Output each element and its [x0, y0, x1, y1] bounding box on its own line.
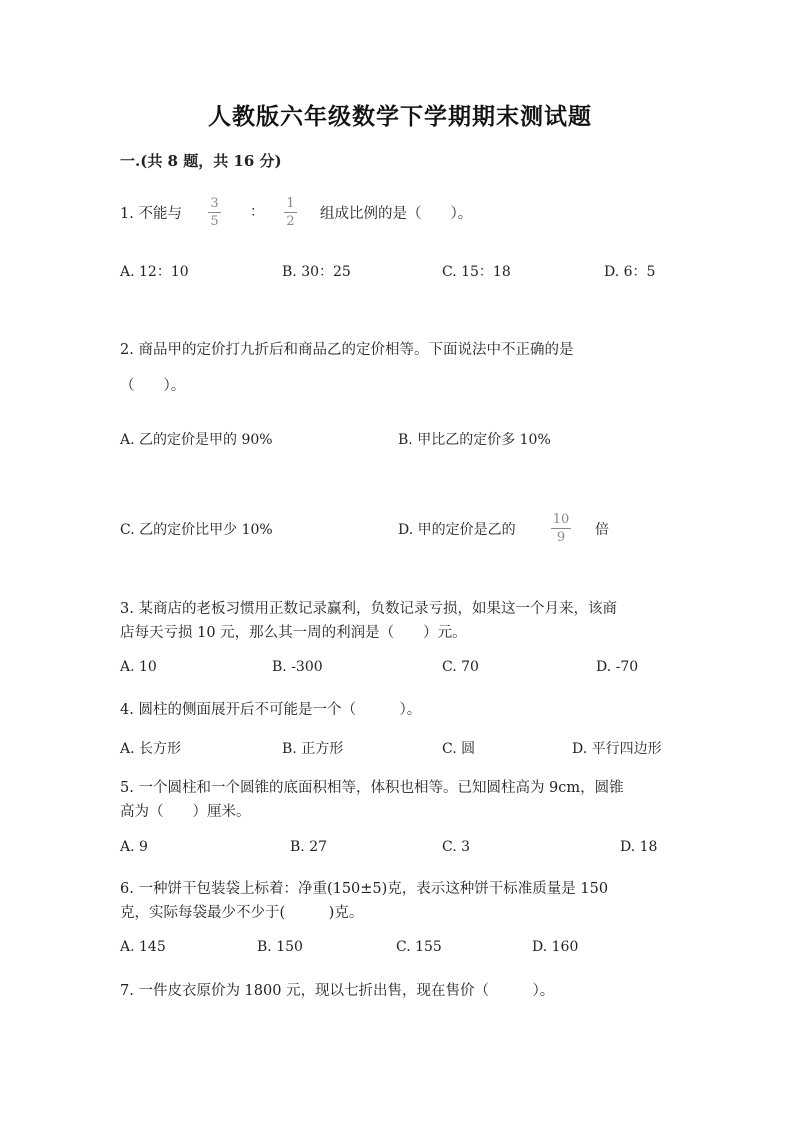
fraction-bar — [208, 212, 221, 213]
fraction-bar — [551, 528, 571, 529]
question-7-line-1: 7. 一件皮衣原价为 1800 元，现以七折出售，现在售价（ ）。 — [120, 983, 555, 999]
question-3-option-c: C. 70 — [442, 659, 479, 675]
question-5-line-1: 5. 一个圆柱和一个圆锥的底面积相等，体积也相等。已知圆柱高为 9cm，圆锥 — [120, 780, 624, 796]
page-title: 人教版六年级数学下学期期末测试题 — [208, 103, 592, 130]
section-heading: 一.(共 8 题，共 16 分) — [120, 152, 282, 170]
question-6-option-c: C. 155 — [396, 939, 442, 955]
question-2-option-d-suffix: 倍 — [595, 522, 609, 538]
question-5-option-d: D. 18 — [620, 839, 658, 855]
question-5-option-b: B. 27 — [290, 839, 328, 855]
fraction-numerator: 3 — [210, 196, 219, 211]
question-6-line-1: 6. 一种饼干包装袋上标着：净重(150±5)克，表示这种饼干标准质量是 150 — [120, 881, 609, 897]
fraction-denominator: 2 — [286, 214, 295, 229]
question-6-option-b: B. 150 — [257, 939, 303, 955]
question-2-option-b: B. 甲比乙的定价多 10% — [398, 432, 551, 448]
question-1-suffix: 组成比例的是（ ）。 — [320, 206, 473, 222]
question-4-option-d: D. 平行四边形 — [572, 741, 662, 757]
question-2-line-1: 2. 商品甲的定价打九折后和商品乙的定价相等。下面说法中不正确的是 — [120, 342, 574, 358]
question-5-line-2: 高为（ ）厘米。 — [120, 804, 251, 820]
fraction-denominator: 9 — [556, 530, 566, 545]
question-5-option-c: C. 3 — [442, 839, 471, 855]
question-5-option-a: A. 9 — [120, 839, 148, 855]
question-3-option-d: D. -70 — [596, 659, 639, 675]
question-1-option-d: D. 6：5 — [604, 264, 656, 280]
question-3-option-a: A. 10 — [120, 659, 157, 675]
question-4-option-b: B. 正方形 — [282, 741, 344, 757]
question-3-line-1: 3. 某商店的老板习惯用正数记录赢利，负数记录亏损，如果这一个月来，该商 — [120, 601, 617, 617]
question-1-prefix: 1. 不能与 — [120, 206, 182, 222]
question-1-fraction-1 — [208, 196, 221, 229]
question-2-option-a: A. 乙的定价是甲的 90% — [120, 432, 273, 448]
question-4-line-1: 4. 圆柱的侧面展开后不可能是一个（ ）。 — [120, 702, 422, 718]
question-2-option-d-prefix: D. 甲的定价是乙的 — [398, 522, 516, 538]
question-3-option-b: B. -300 — [272, 659, 323, 675]
fraction-denominator: 5 — [210, 214, 219, 229]
question-4-option-c: C. 圆 — [442, 741, 476, 757]
question-1-option-b: B. 30：25 — [282, 264, 351, 280]
question-2-option-c: C. 乙的定价比甲少 10% — [120, 522, 273, 538]
question-6-option-a: A. 145 — [120, 939, 166, 955]
question-3-line-2: 店每天亏损 10 元，那么其一周的利润是（ ）元。 — [120, 625, 467, 641]
question-6-option-d: D. 160 — [532, 939, 579, 955]
question-2-line-2: （ ）。 — [120, 378, 186, 394]
question-6-line-2: 克，实际每袋最少不少于( )克。 — [120, 905, 364, 921]
fraction-bar — [284, 212, 297, 213]
question-2-option-d-fraction — [551, 512, 571, 545]
fraction-numerator: 1 — [286, 196, 295, 211]
question-1-option-c: C. 15：18 — [442, 264, 511, 280]
question-1-option-a: A. 12：10 — [120, 264, 189, 280]
question-1-fraction-2 — [284, 196, 297, 229]
fraction-numerator: 10 — [552, 512, 570, 527]
question-4-option-a: A. 长方形 — [120, 741, 182, 757]
ratio-colon: ： — [250, 204, 264, 220]
